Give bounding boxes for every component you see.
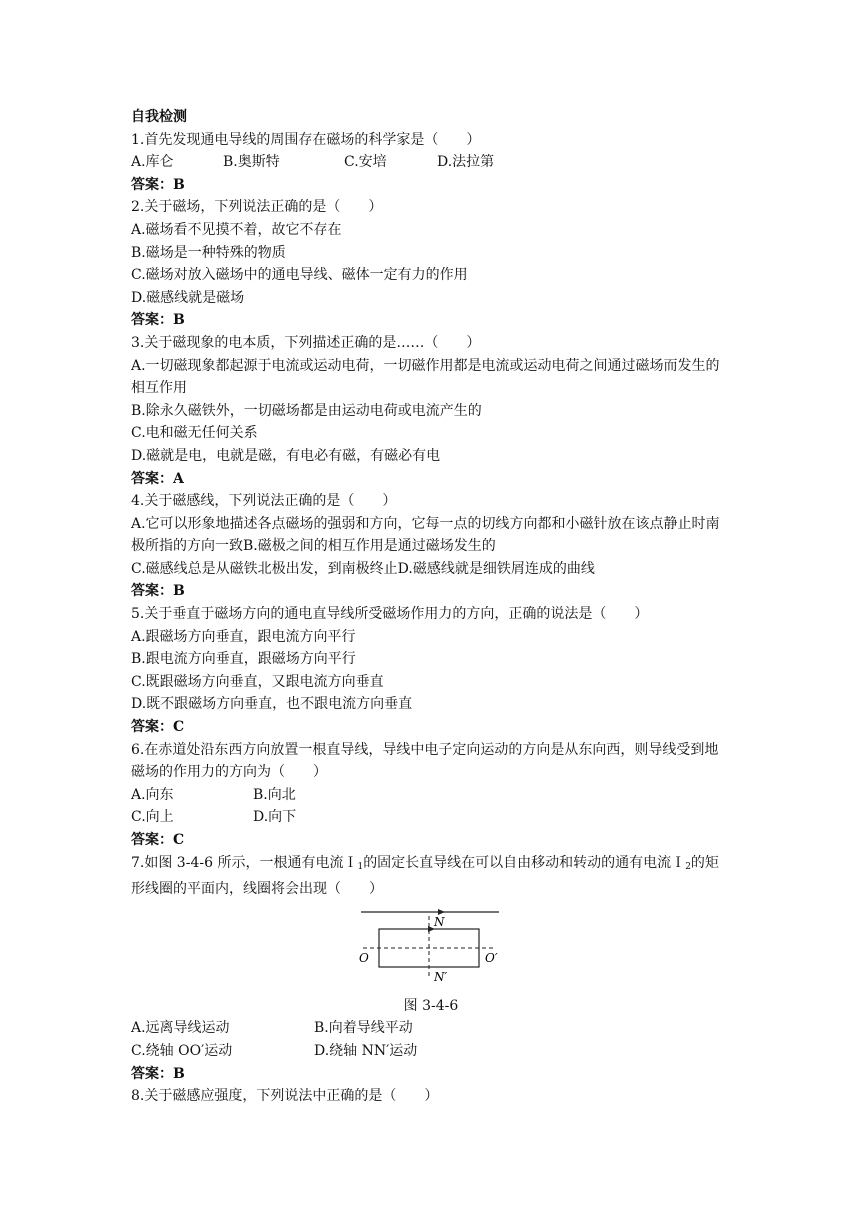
- question-2-option-c: C.磁场对放入磁场中的通电导线、磁体一定有力的作用: [131, 267, 468, 284]
- question-7-stem-part-2: 的固定长直导线在可以自由移动和转动的通有电流Ｉ: [363, 854, 686, 871]
- question-7-answer: 答案：B: [131, 1065, 185, 1082]
- question-2-option-b: B.磁场是一种特殊的物质: [131, 244, 286, 261]
- question-1-stem: 1.首先发现通电导线的周围存在磁场的科学家是（ ）: [131, 131, 481, 148]
- question-5-option-c: C.既跟磁场方向垂直，又跟电流方向垂直: [131, 673, 384, 690]
- question-5-option-b: B.跟电流方向垂直，跟磁场方向平行: [131, 651, 356, 668]
- question-3-stem: 3.关于磁现象的电本质，下列描述正确的是……（ ）: [131, 334, 481, 351]
- current-i1-subscript: 1: [357, 861, 364, 872]
- figure-3-4-6: [131, 907, 731, 993]
- question-7-option-a: A.远离导线运动: [131, 1020, 230, 1037]
- exercise-content: [131, 106, 731, 1108]
- label-n-bottom: N′: [434, 969, 448, 984]
- question-1-options: [131, 151, 731, 174]
- question-2-answer: 答案：B: [131, 312, 185, 329]
- question-6-option-c: C.向上: [131, 809, 174, 826]
- label-o-right: O′: [485, 950, 498, 965]
- question-7-stem-part-3: 的矩形线圈的平面内，线圈将会出现（ ）: [131, 854, 719, 898]
- question-8-stem: 8.关于磁感应强度，下列说法中正确的是（ ）: [131, 1088, 439, 1105]
- question-7-options-row-1: [131, 1017, 731, 1040]
- question-2-option-a: A.磁场看不见摸不着，故它不存在: [131, 221, 342, 238]
- question-1-answer: 答案：B: [131, 176, 185, 193]
- label-n-top: N: [434, 914, 445, 929]
- question-3-option-b: B.除永久磁铁外，一切磁场都是由运动电荷或电流产生的: [131, 402, 482, 419]
- question-6-stem: 6.在赤道处沿东西方向放置一根直导线，导线中电子定向运动的方向是从东向西，则导线受到地磁场的作用力的方向为（ ）: [131, 741, 719, 781]
- question-4-option-ab: A.它可以形象地描述各点磁场的强弱和方向，它每一点的切线方向都和小磁针放在该点静止时南极所指的方向一致B.磁极之间的相互作用是通过磁场发生的: [131, 515, 720, 555]
- current-i2-subscript: 2: [685, 861, 691, 872]
- question-7-option-b: B.向着导线平动: [314, 1020, 413, 1037]
- question-3-option-a: A.一切磁现象都起源于电流或运动电荷，一切磁作用都是电流或运动电荷之间通过磁场而发生的相互作用: [131, 357, 720, 397]
- question-7-option-c: C.绕轴 OO′运动: [131, 1042, 233, 1059]
- question-1-option-a: A.库仑: [131, 154, 174, 171]
- question-2-option-d: D.磁感线就是磁场: [131, 289, 245, 306]
- question-3-option-d: D.磁就是电，电就是磁，有电必有磁，有磁必有电: [131, 447, 441, 464]
- question-7-stem: [131, 852, 731, 901]
- figure-caption: 图 3-4-6: [403, 997, 459, 1014]
- question-6-option-b: B.向北: [253, 786, 296, 803]
- question-3-answer: 答案：A: [131, 470, 184, 487]
- question-7-stem-part-1: 7.如图 3-4-6 所示，一根通有电流Ｉ: [131, 854, 358, 871]
- label-o-left: O: [359, 950, 369, 965]
- question-1-option-b: B.奥斯特: [223, 154, 280, 171]
- question-7-option-d: D.绕轴 NN′运动: [314, 1042, 418, 1059]
- question-6-options-row-1: [131, 784, 731, 807]
- question-5-option-d: D.既不跟磁场方向垂直，也不跟电流方向垂直: [131, 696, 413, 713]
- question-4-stem: 4.关于磁感线，下列说法正确的是（ ）: [131, 493, 397, 510]
- question-6-option-d: D.向下: [253, 809, 297, 826]
- question-1-option-d: D.法拉第: [437, 154, 495, 171]
- question-2-stem: 2.关于磁场，下列说法正确的是（ ）: [131, 199, 383, 216]
- question-6-answer: 答案：C: [131, 832, 185, 848]
- question-3-option-c: C.电和磁无任何关系: [131, 425, 258, 442]
- question-5-answer: 答案：C: [131, 719, 185, 736]
- question-1-option-c: C.安培: [344, 154, 387, 171]
- question-5-stem: 5.关于垂直于磁场方向的通电直导线所受磁场作用力的方向，正确的说法是（ ）: [131, 606, 649, 623]
- question-7-options-row-2: [131, 1040, 731, 1063]
- question-6-options-row-2: [131, 806, 731, 829]
- question-5-option-a: A.跟磁场方向垂直，跟电流方向平行: [131, 628, 356, 645]
- question-6-option-a: A.向东: [131, 786, 174, 803]
- question-4-answer: 答案：B: [131, 583, 185, 600]
- section-title: 自我检测: [131, 109, 187, 125]
- wire-loop-diagram: [359, 907, 519, 987]
- question-4-option-cd: C.磁感线总是从磁铁北极出发，到南极终止D.磁感线就是细铁屑连成的曲线: [131, 560, 595, 577]
